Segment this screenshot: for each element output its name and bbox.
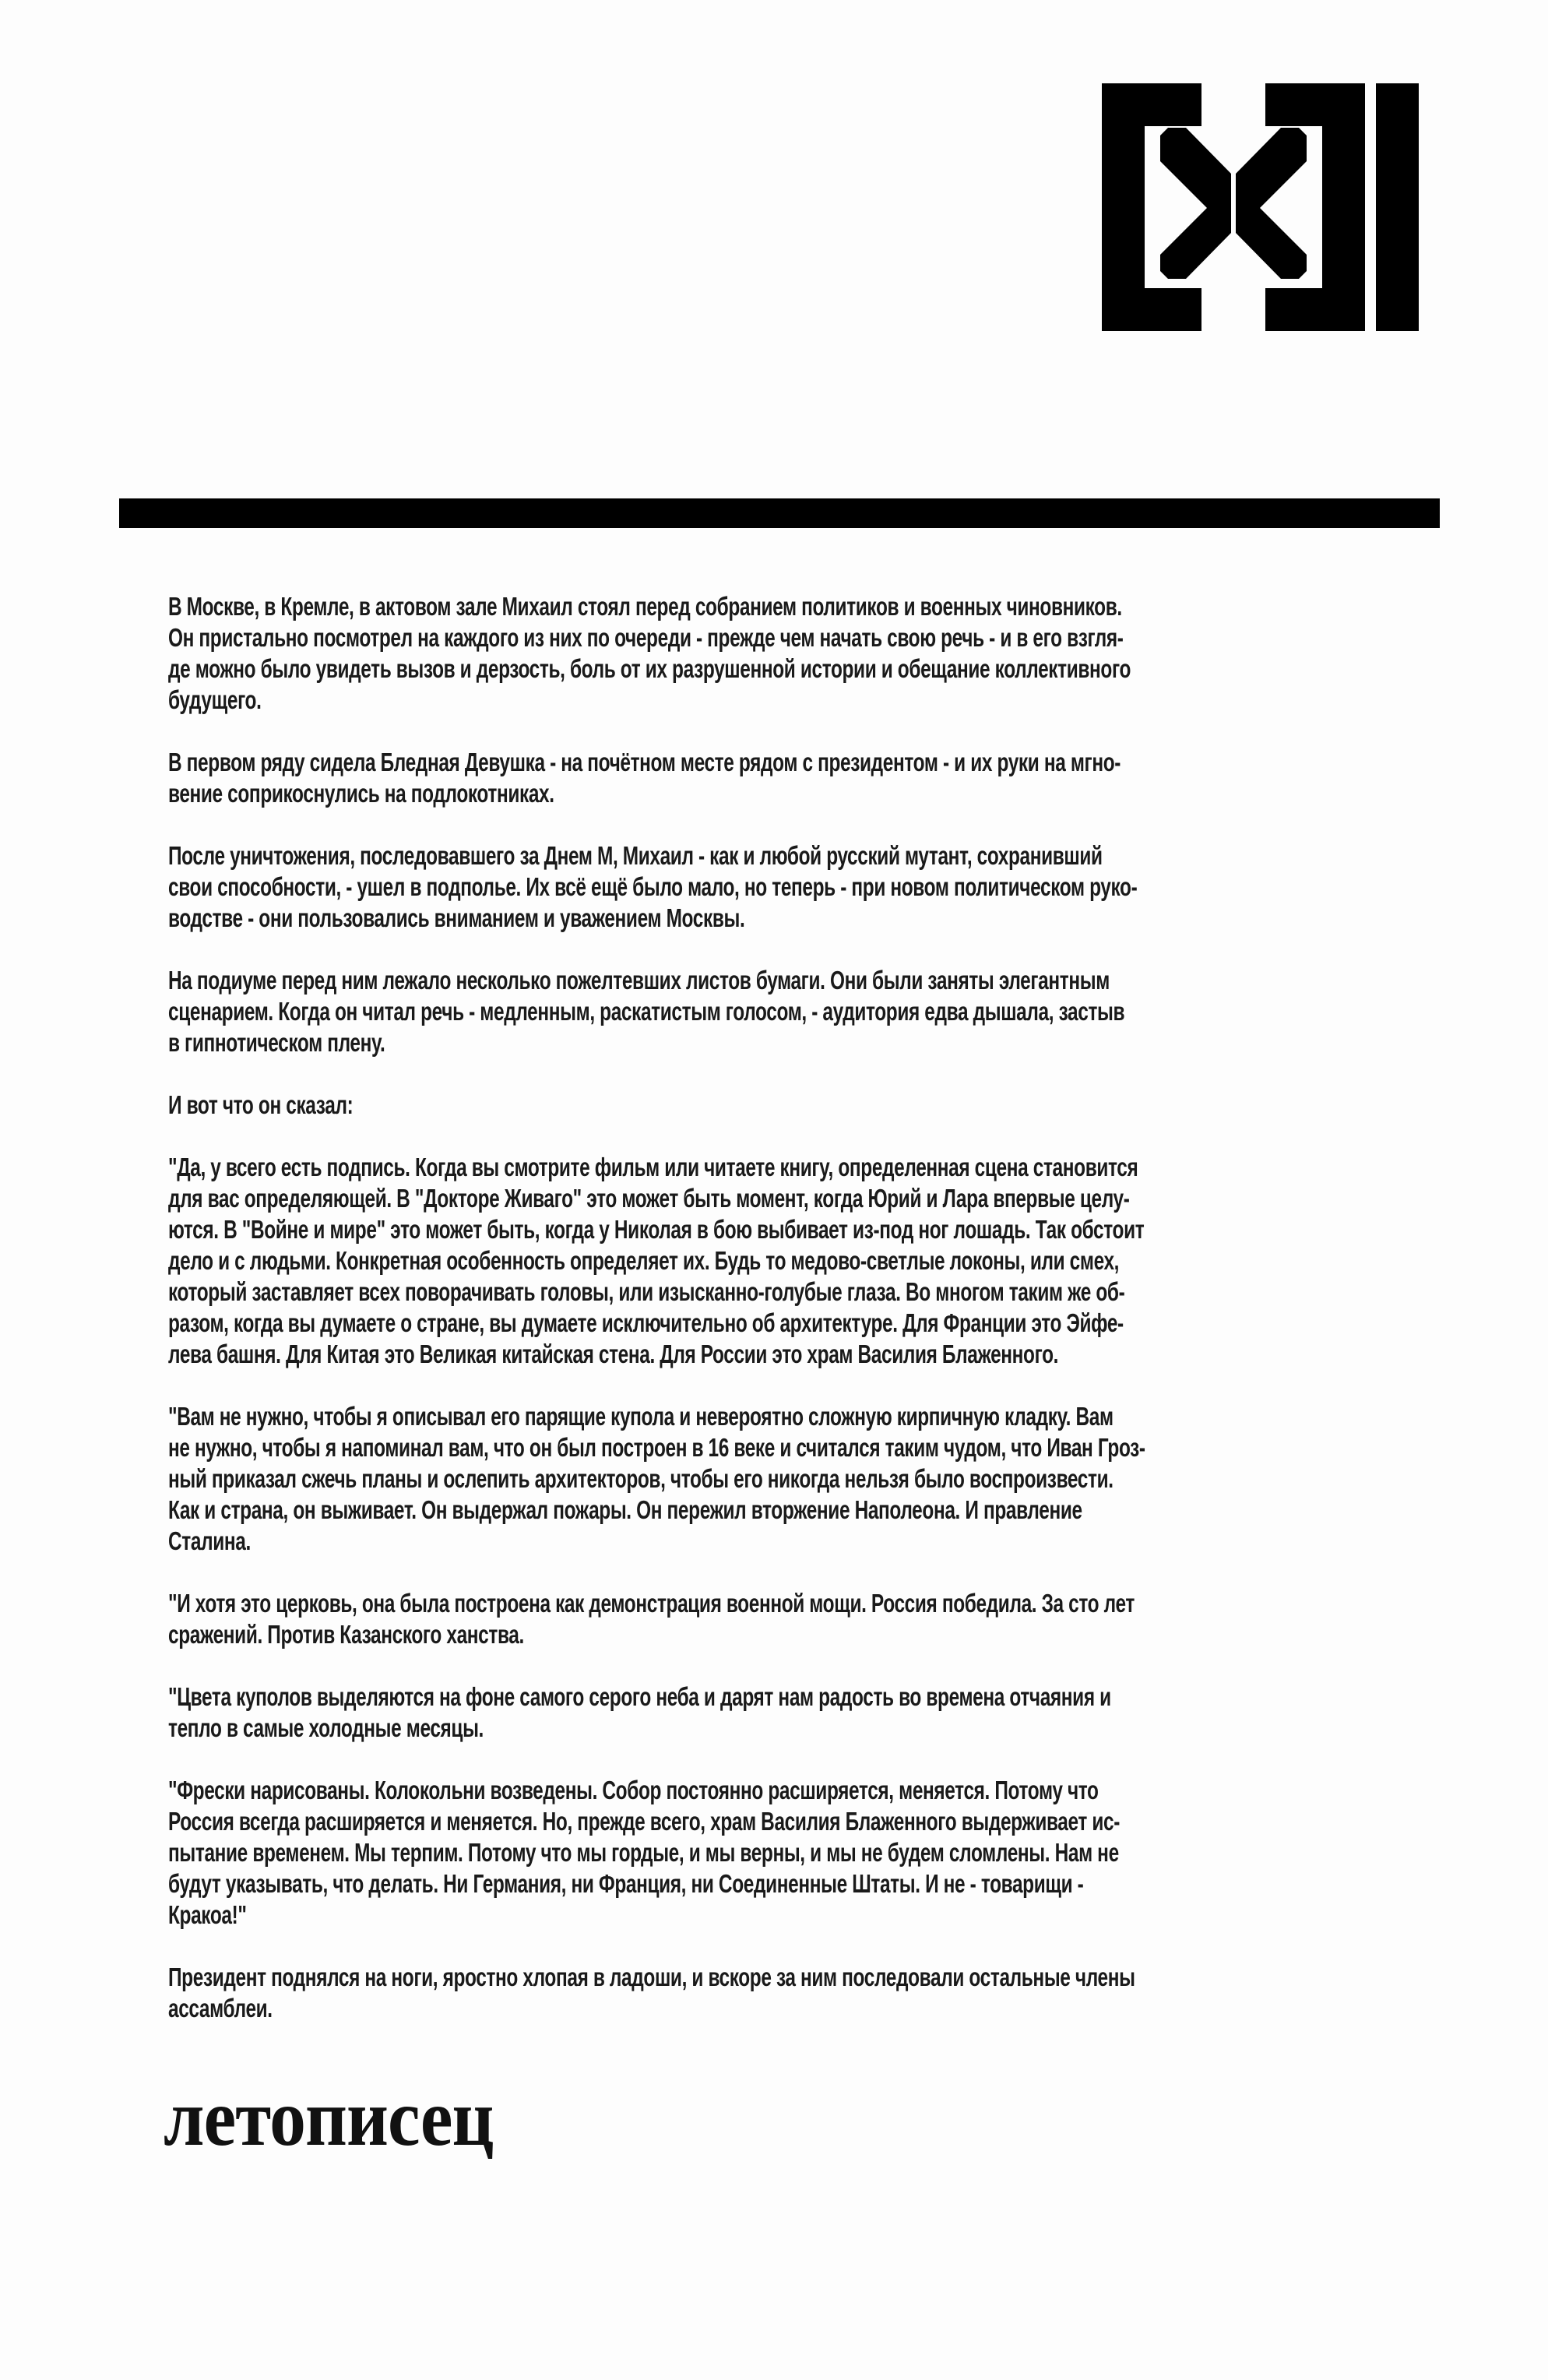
article-paragraph [168, 840, 1445, 934]
article-paragraph [168, 1775, 1445, 1931]
paragraph-line: вение соприкоснулись на подлокотниках. [168, 779, 554, 808]
article-body [168, 591, 1445, 2055]
paragraph-line: сценарием. Когда он читал речь - медленным, раскатистым голосом, - аудитория едва дышала, застыв [168, 997, 1125, 1026]
paragraph-line: "Вам не нужно, чтобы я описывал его парящие купола и невероятно сложную кирпичную кладку. Вам [168, 1402, 1114, 1431]
paragraph-line: водстве - они пользовались вниманием и уважением Москвы. [168, 903, 745, 932]
article-paragraph [168, 1588, 1445, 1650]
paragraph-line: разом, когда вы думаете о стране, вы думаете исключительно об архитектуре. Для Франции это Эйфе- [168, 1308, 1124, 1337]
article-paragraph [168, 1090, 1445, 1121]
paragraph-line: лева башня. Для Китая это Великая китайская стена. Для России это храм Василия Блаженного. [168, 1340, 1059, 1368]
paragraph-line: пытание временем. Мы терпим. Потому что мы гордые, и мы верны, и мы не будем сломлены. Нам не [168, 1838, 1119, 1867]
paragraph-line: дело и с людьми. Конкретная особенность определяет их. Будь то медово-светлые локоны, или смех, [168, 1246, 1120, 1275]
header-rule [119, 498, 1440, 528]
paragraph-line: "И хотя это церковь, она была построена как демонстрация военной мощи. Россия победила. За сто лет [168, 1589, 1135, 1618]
paragraph-line: "Цвета куполов выделяются на фоне самого серого неба и дарят нам радость во времена отчаяния и [168, 1682, 1111, 1711]
paragraph-line: "Фрески нарисованы. Колокольни возведены. Собор постоянно расширяется, меняется. Потому что [168, 1776, 1099, 1804]
article-paragraph [168, 965, 1445, 1058]
paragraph-line: Россия всегда расширяется и меняется. Но, прежде всего, храм Василия Блаженного выдерживает ис- [168, 1807, 1121, 1836]
paragraph-line: Президент поднялся на ноги, яростно хлопая в ладоши, и вскоре за ним последовали остальные члены [168, 1963, 1135, 1991]
paragraph-line: В первом ряду сидела Бледная Девушка - на почётном месте рядом с президентом - и их руки на мгно- [168, 748, 1121, 776]
paragraph-line: будут указывать, что делать. Ни Германия, ни Франция, ни Соединенные Штаты. И не - товарищи - [168, 1869, 1084, 1898]
paragraph-line: Как и страна, он выживает. Он выдержал пожары. Он пережил вторжение Наполеона. И правление [168, 1495, 1082, 1524]
signature: летописец [164, 2073, 494, 2163]
paragraph-line: Сталина. [168, 1526, 251, 1555]
article-paragraph [168, 747, 1445, 809]
paragraph-line: "Да, у всего есть подпись. Когда вы смотрите фильм или читаете книгу, определенная сцена становится [168, 1153, 1138, 1181]
paragraph-line: в гипнотическом плену. [168, 1028, 385, 1057]
article-paragraph [168, 1401, 1445, 1557]
paragraph-line: будущего. [168, 685, 262, 714]
paragraph-line: который заставляет всех поворачивать головы, или изысканно-голубые глаза. Во многом таким же об- [168, 1277, 1125, 1306]
paragraph-line: тепло в самые холодные месяцы. [168, 1713, 484, 1742]
x-bracket-logo-icon [1102, 83, 1421, 333]
paragraph-line: свои способности, - ушел в подполье. Их всё ещё было мало, но теперь - при новом политическом руко- [168, 872, 1138, 901]
article-paragraph [168, 591, 1445, 716]
article-paragraph [168, 1962, 1445, 2024]
paragraph-line: ются. В "Войне и мире" это может быть, когда у Николая в бою выбивает из-под ног лошадь. Так обстоит [168, 1215, 1145, 1244]
paragraph-line: для вас определяющей. В "Докторе Живаго" это может быть момент, когда Юрий и Лара впервые целу- [168, 1184, 1130, 1213]
paragraph-line: В Москве, в Кремле, в актовом зале Михаил стоял перед собранием политиков и военных чиновников. [168, 592, 1122, 621]
paragraph-line: Он пристально посмотрел на каждого из них по очереди - прежде чем начать свою речь - и в его взгля- [168, 623, 1124, 652]
paragraph-line: ный приказал сжечь планы и ослепить архитекторов, чтобы его никогда нельзя было воспроизвести. [168, 1464, 1114, 1493]
article-paragraph [168, 1152, 1445, 1370]
paragraph-line: де можно было увидеть вызов и дерзость, боль от их разрушенной истории и обещание коллективного [168, 654, 1131, 683]
paragraph-line: После уничтожения, последовавшего за Днем М, Михаил - как и любой русский мутант, сохранивший [168, 841, 1103, 870]
paragraph-line: Кракоа!" [168, 1900, 247, 1929]
paragraph-line: ассамблеи. [168, 1994, 273, 2023]
paragraph-line: не нужно, чтобы я напоминал вам, что он был построен в 16 веке и считался таким чудом, что Иван Гроз- [168, 1433, 1145, 1462]
paragraph-line: сражений. Против Казанского ханства. [168, 1620, 524, 1649]
paragraph-line: И вот что он сказал: [168, 1090, 354, 1119]
paragraph-line: На подиуме перед ним лежало несколько пожелтевших листов бумаги. Они были заняты элегантным [168, 966, 1110, 995]
article-paragraph [168, 1681, 1445, 1744]
